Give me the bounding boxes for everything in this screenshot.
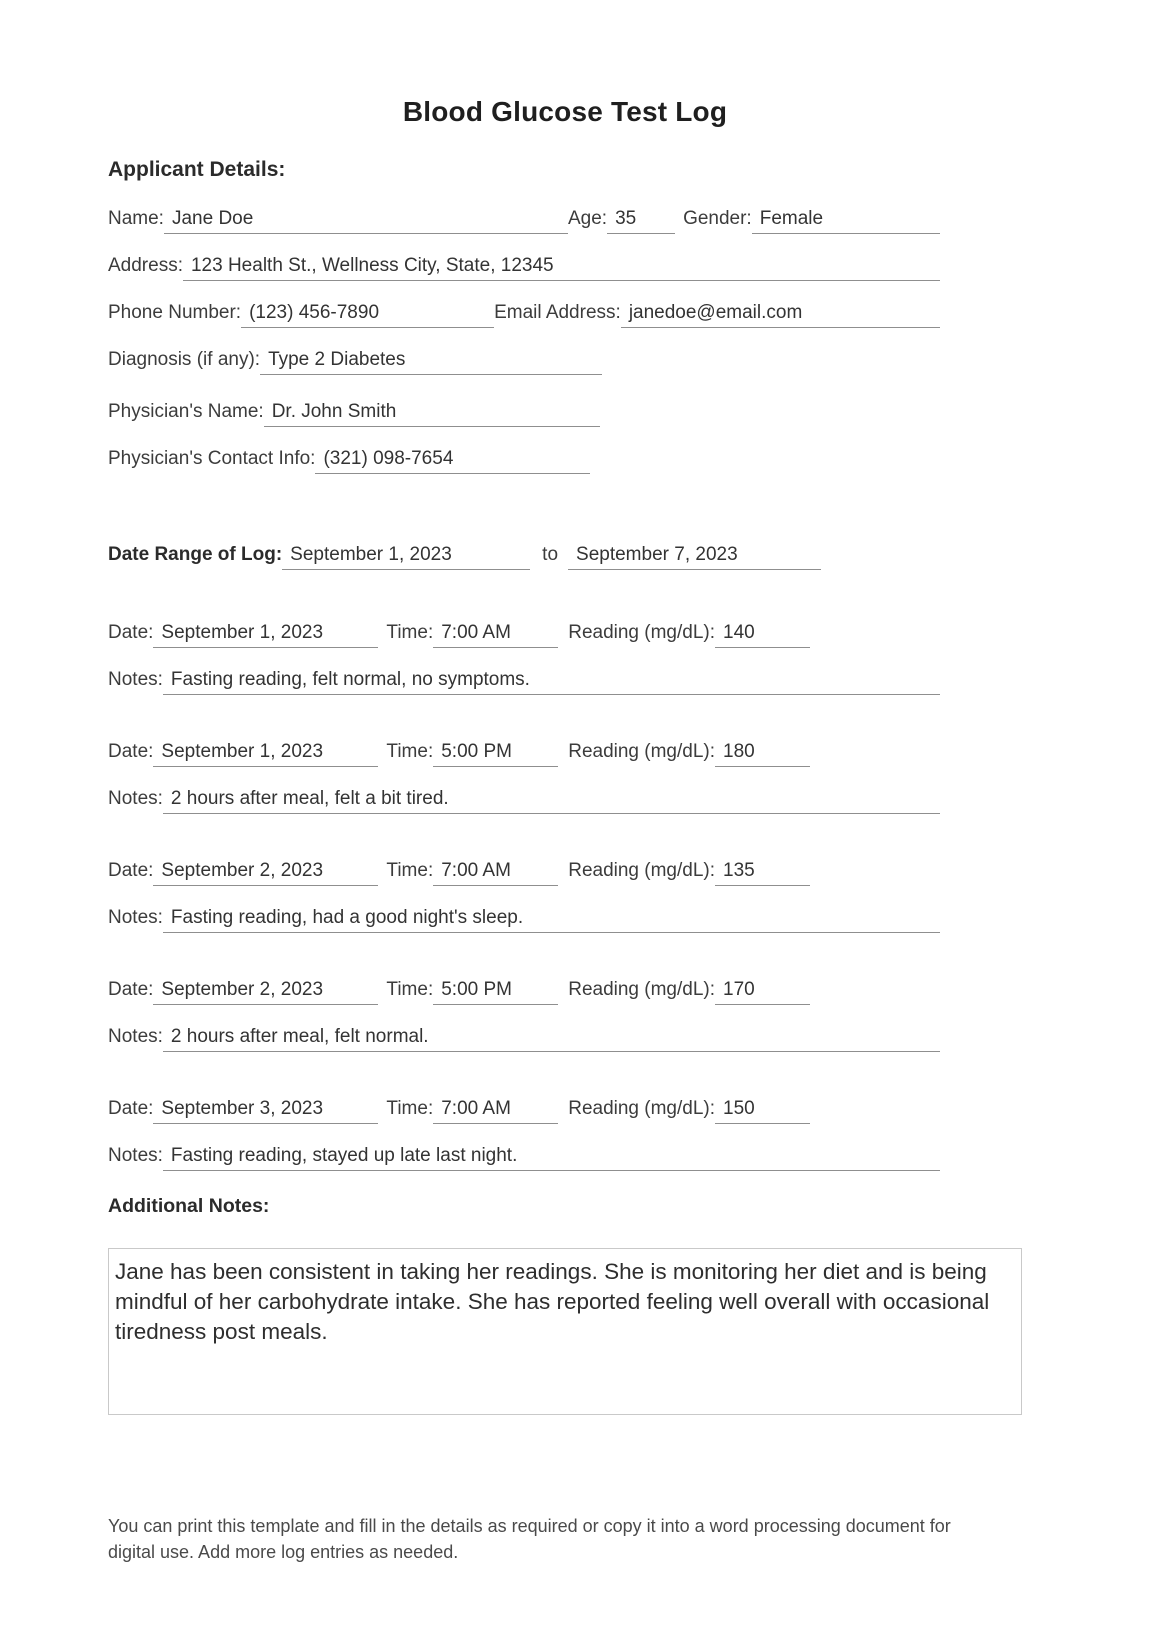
log-entry [108,622,1022,695]
additional-notes-text: Jane has been consistent in taking her readings. She is monitoring her diet and is being mindful of her carbohydrate intake. She has reported feeling well overall with occasional tiredness post meals. [115,1259,990,1344]
notes-label: Notes: [108,669,163,690]
reading-field[interactable] [715,1098,810,1124]
diagnosis-value: Type 2 Diabetes [268,349,406,370]
date-field[interactable] [153,741,378,767]
date-label: Date: [108,979,154,1000]
notes-value: Fasting reading, felt normal, no symptoms. [170,669,530,690]
physician-name-row [108,401,940,427]
physician-name-value: Dr. John Smith [271,401,397,422]
age-label: Age: [567,208,608,229]
email-label: Email Address: [494,302,621,323]
reading-field[interactable] [715,860,810,886]
gender-field[interactable] [752,208,940,234]
address-label: Address: [108,255,183,276]
entry-main-row [108,622,940,648]
notes-field[interactable] [163,907,940,933]
address-row [108,255,940,281]
entry-main-row [108,979,940,1005]
notes-label: Notes: [108,788,163,809]
time-value: 7:00 AM [441,860,511,881]
notes-value: 2 hours after meal, felt normal. [170,1026,429,1047]
notes-field[interactable] [163,1145,940,1171]
address-value: 123 Health St., Wellness City, State, 12345 [190,255,554,276]
physician-contact-field[interactable] [315,448,590,474]
date-value: September 3, 2023 [161,1098,324,1119]
name-age-gender-row [108,208,940,234]
date-field[interactable] [153,860,378,886]
notes-value: 2 hours after meal, felt a bit tired. [170,788,449,809]
date-range-end-field[interactable] [568,544,821,570]
date-label: Date: [108,622,154,643]
date-range-row [108,544,940,570]
notes-label: Notes: [108,907,163,928]
physician-contact-row [108,448,940,474]
date-range-start-value: September 1, 2023 [290,544,452,565]
reading-label: Reading (mg/dL): [568,741,716,762]
date-label: Date: [108,860,154,881]
time-value: 5:00 PM [441,741,512,762]
entry-notes-row [108,1145,940,1171]
physician-contact-value: (321) 098-7654 [323,448,454,469]
notes-field[interactable] [163,1026,940,1052]
notes-field[interactable] [163,669,940,695]
entry-notes-row [108,788,940,814]
age-value: 35 [615,208,637,229]
log-entry [108,979,1022,1052]
date-label: Date: [108,741,154,762]
date-field[interactable] [153,979,378,1005]
time-value: 7:00 AM [441,1098,511,1119]
time-field[interactable] [433,1098,558,1124]
notes-label: Notes: [108,1145,163,1166]
entry-main-row [108,741,940,767]
address-field[interactable] [183,255,940,281]
reading-value: 170 [723,979,755,1000]
reading-value: 135 [723,860,755,881]
footer-instructions: You can print this template and fill in the details as required or copy it into a word processing document for digital use. Add more log entries as needed. [108,1516,951,1562]
gender-value: Female [759,208,824,229]
notes-label: Notes: [108,1026,163,1047]
reading-field[interactable] [715,622,810,648]
time-value: 5:00 PM [441,979,512,1000]
email-field[interactable] [621,302,940,328]
reading-field[interactable] [715,741,810,767]
date-field[interactable] [153,1098,378,1124]
diagnosis-field[interactable] [260,349,602,375]
phone-value: (123) 456-7890 [249,302,380,323]
notes-value: Fasting reading, stayed up late last night. [170,1145,518,1166]
email-value: janedoe@email.com [628,302,803,323]
log-entry [108,860,1022,933]
date-label: Date: [108,1098,154,1119]
date-value: September 2, 2023 [161,979,324,1000]
reading-label: Reading (mg/dL): [568,860,716,881]
time-field[interactable] [433,622,558,648]
time-label: Time: [386,860,434,881]
applicant-details-heading: Applicant Details: [108,158,286,181]
phone-email-row [108,302,940,328]
time-field[interactable] [433,979,558,1005]
date-range-label: Date Range of Log: [108,544,283,565]
time-label: Time: [386,1098,434,1119]
gender-label: Gender: [683,208,752,229]
time-label: Time: [386,741,434,762]
reading-value: 140 [723,622,755,643]
name-label: Name: [108,208,164,229]
date-value: September 1, 2023 [161,622,324,643]
date-range-start-field[interactable] [282,544,530,570]
log-entry [108,1098,1022,1171]
notes-value: Fasting reading, had a good night's sleep. [170,907,524,928]
time-label: Time: [386,622,434,643]
entry-main-row [108,860,940,886]
physician-name-label: Physician's Name: [108,401,264,422]
reading-label: Reading (mg/dL): [568,1098,716,1119]
log-entry [108,741,1022,814]
additional-notes-box[interactable] [108,1248,1022,1415]
notes-field[interactable] [163,788,940,814]
age-field[interactable] [607,208,675,234]
phone-field[interactable] [241,302,494,328]
time-label: Time: [386,979,434,1000]
diagnosis-row [108,349,940,375]
name-field[interactable] [164,208,568,234]
reading-value: 180 [723,741,755,762]
physician-contact-label: Physician's Contact Info: [108,448,316,469]
reading-label: Reading (mg/dL): [568,622,716,643]
time-field[interactable] [433,860,558,886]
entry-notes-row [108,669,940,695]
date-range-end-value: September 7, 2023 [576,544,738,565]
entry-notes-row [108,1026,940,1052]
additional-notes-heading: Additional Notes: [108,1195,270,1217]
entry-notes-row [108,907,940,933]
page-title: Blood Glucose Test Log [402,96,728,127]
physician-name-field[interactable] [264,401,600,427]
reading-value: 150 [723,1098,755,1119]
phone-label: Phone Number: [108,302,242,323]
date-value: September 1, 2023 [161,741,324,762]
reading-field[interactable] [715,979,810,1005]
date-range-to-label: to [542,544,559,565]
date-value: September 2, 2023 [161,860,324,881]
diagnosis-label: Diagnosis (if any): [108,349,261,370]
reading-label: Reading (mg/dL): [568,979,716,1000]
name-value: Jane Doe [171,208,254,229]
time-field[interactable] [433,741,558,767]
time-value: 7:00 AM [441,622,511,643]
date-field[interactable] [153,622,378,648]
entry-main-row [108,1098,940,1124]
